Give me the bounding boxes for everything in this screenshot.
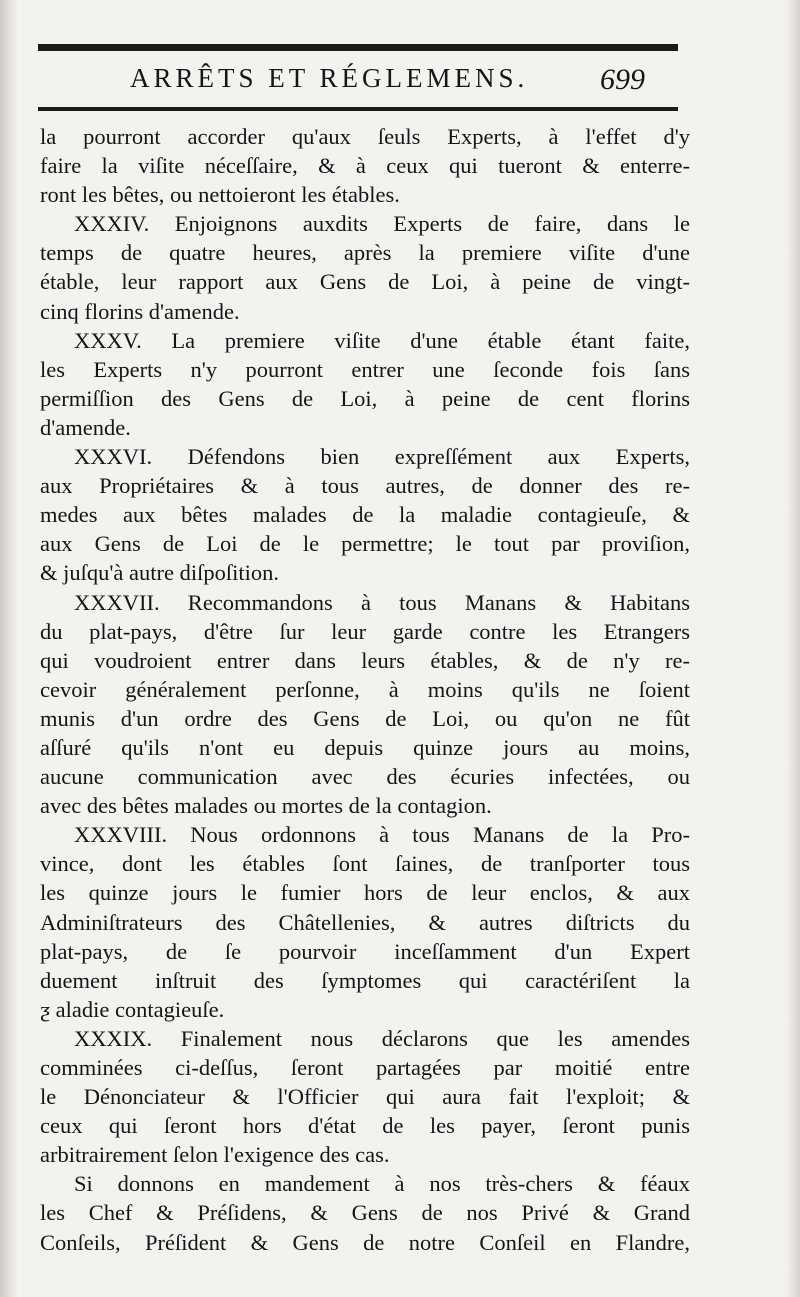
text-line: les Experts n'y pourront entrer une ſeconde fois ſans — [40, 356, 690, 382]
text-line: arbitrairement ſelon l'exigence des cas. — [40, 1142, 390, 1168]
text-line: duement inſtruit des ſymptomes qui caractériſent la — [40, 967, 690, 993]
text-line: aucune communication avec des écuries infectées, ou — [40, 764, 690, 790]
text-line: munis d'un ordre des Gens de Loi, ou qu'on ne fût — [40, 705, 690, 731]
text-line: cinq florins d'amende. — [40, 298, 240, 324]
text-line: cevoir généralement perſonne, à moins qu'ils ne ſoient — [40, 676, 690, 702]
text-line: plat-pays, de ſe pourvoir inceſſamment d'un Expert — [40, 938, 690, 964]
paragraph-start-line: XXXVIII. Nous ordonnons à tous Manans de la Pro- — [74, 822, 690, 848]
text-line: ƺ aladie contagieuſe. — [40, 996, 225, 1022]
running-head: ARRÊTS ET RÉGLEMENS. — [130, 63, 529, 93]
text-line: medes aux bêtes malades de la maladie contagieuſe, & — [40, 502, 690, 528]
text-line: temps de quatre heures, après la premiere viſite d'une — [40, 240, 690, 266]
paragraph-start-line: XXXIV. Enjoignons auxdits Experts de faire, dans le — [74, 211, 690, 237]
text-line: le Dénonciateur & l'Officier qui aura fait l'exploit; & — [40, 1084, 690, 1110]
header-top-rule — [38, 44, 678, 51]
paragraph-start-line: XXXIX. Finalement nous déclarons que les amendes — [74, 1025, 690, 1051]
text-line: aux Gens de Loi de le permettre; le tout par proviſion, — [40, 531, 690, 557]
paragraph-start-line: Si donnons en mandement à nos très-chers & féaux — [74, 1171, 690, 1197]
text-line: vince, dont les étables ſont ſaines, de tranſporter tous — [40, 851, 690, 877]
text-line: permiſſion des Gens de Loi, à peine de cent florins — [40, 385, 690, 411]
text-line: comminées ci-deſſus, ſeront partagées par moitié entre — [40, 1055, 690, 1080]
text-line: les Chef & Préſidens, & Gens de nos Privé & Grand — [40, 1200, 690, 1226]
text-line: Adminiſtrateurs des Châtellenies, & autres diſtricts du — [40, 909, 690, 935]
paragraph-start-line: XXXV. La premiere viſite d'une étable étant faite, — [74, 327, 690, 353]
text-line: faire la viſite néceſſaire, & à ceux qui tueront & enterre- — [40, 153, 690, 179]
text-line: du plat-pays, d'être ſur leur garde contre les Etrangers — [40, 618, 690, 644]
paragraph-start-line: XXXVII. Recommandons à tous Manans & Habitans — [74, 589, 690, 615]
text-line: ront les bêtes, ou nettoieront les étables. — [40, 182, 400, 208]
text-line: d'amende. — [40, 414, 131, 440]
paragraph-start-line: XXXVI. Défendons bien expreſſément aux Experts, — [74, 444, 690, 470]
text-line: & juſqu'à autre diſpoſition. — [40, 560, 280, 586]
page-number: 699 — [600, 63, 645, 96]
body-text — [40, 122, 690, 1257]
text-line: qui voudroient entrer dans leurs étables, & de n'y re- — [40, 647, 690, 673]
text-line: aſſuré qu'ils n'ont eu depuis quinze jours au moins, — [40, 734, 690, 760]
text-line: les quinze jours le fumier hors de leur enclos, & aux — [40, 880, 690, 906]
text-line: Conſeils, Préſident & Gens de notre Conſeil en Flandre, — [40, 1229, 690, 1255]
text-line: étable, leur rapport aux Gens de Loi, à peine de vingt- — [40, 269, 690, 295]
header-bottom-rule — [38, 107, 678, 111]
text-line: ceux qui ſeront hors d'état de les payer, ſeront punis — [40, 1113, 690, 1139]
text-line: la pourront accorder qu'aux ſeuls Experts, à l'effet d'y — [40, 124, 690, 149]
text-line: aux Propriétaires & à tous autres, de donner des re- — [40, 473, 690, 499]
text-line: avec des bêtes malades ou mortes de la contagion. — [40, 793, 492, 819]
